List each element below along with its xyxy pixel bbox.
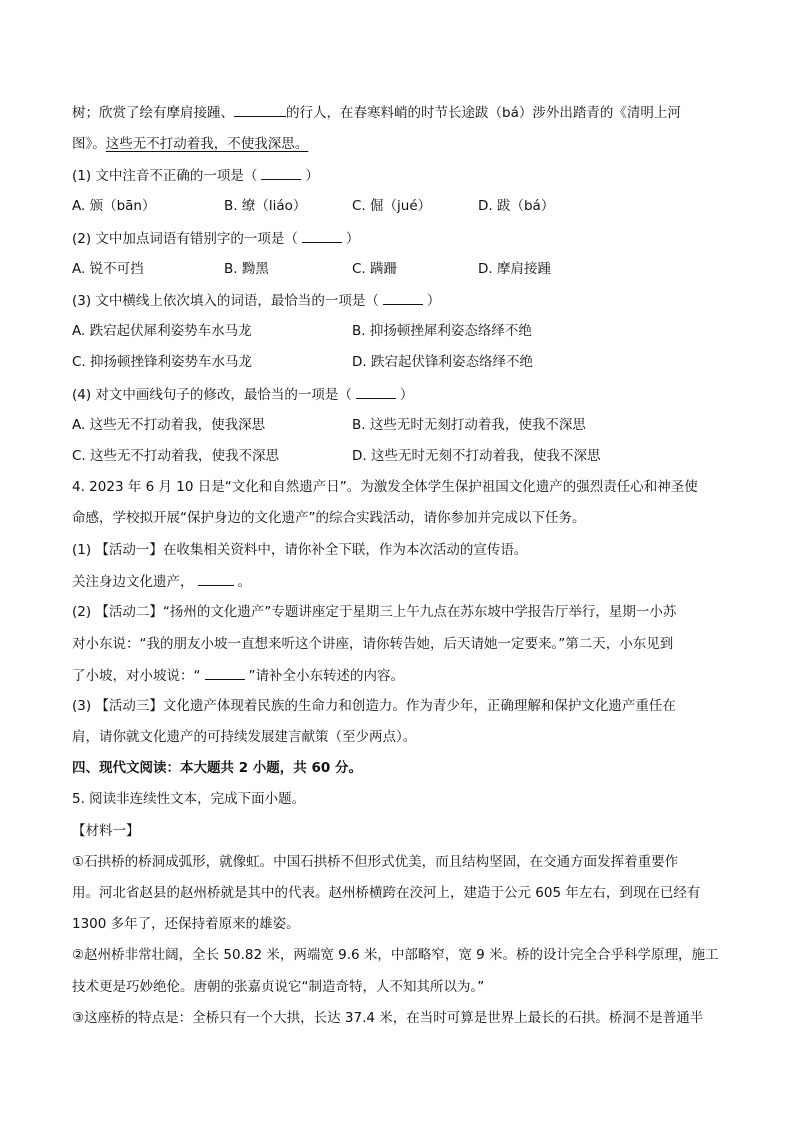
- option-d: D. 跌宕起伏锋利姿态络绎不绝: [352, 354, 533, 370]
- question-1-options: [72, 196, 734, 216]
- option-d: D. 这些无时无刻不打动着我，使我不深思: [352, 448, 601, 464]
- option-a: A. 锐不可挡: [72, 261, 144, 277]
- answer-blank: [261, 165, 301, 180]
- material-paragraph-1-line-1: ①石拱桥的桥洞成弧形，就像虹。中国石拱桥不但形式优美，而且结构坚固，在交通方面发挥着重要作: [72, 854, 679, 870]
- question-3-stem: (3) 文中横线上依次填入的词语，最恰当的一项是（ ）: [72, 290, 734, 311]
- answer-blank: [302, 228, 342, 243]
- option-b: B. 黝黑: [224, 261, 269, 277]
- option-c: C. 抑扬顿挫锋利姿势车水马龙: [72, 354, 253, 370]
- question-3-options-row-2: [72, 352, 734, 372]
- option-d: D. 跋（bá）: [478, 198, 555, 214]
- question-2-options: [72, 259, 734, 279]
- answer-blank: [198, 571, 234, 586]
- material-paragraph-1-line-3: 1300 多年了，还保持着原来的雄姿。: [72, 916, 300, 932]
- material-paragraph-2-line-1: ②赵州桥非常壮阔，全长 50.82 米，两端宽 9.6 米，中部略窄，宽 9 米。桥的设计完全合乎科学原理，施工: [72, 947, 719, 963]
- activity-3-line-1: (3) 【活动三】文化遗产体现着民族的生命力和创造力。作为青少年，正确理解和保护文化遗产重任在: [72, 698, 676, 714]
- question-4-stem: (4) 对文中画线句子的修改，最恰当的一项是（ ）: [72, 384, 734, 405]
- option-c: C. 这些无不打动着我，使我不深思: [72, 448, 280, 464]
- question-2-stem: (2) 文中加点词语有错别字的一项是（ ）: [72, 228, 734, 249]
- option-d: D. 摩肩接踵: [478, 261, 551, 277]
- question-3-options-row-1: [72, 321, 734, 341]
- material-paragraph-2-line-2: 技术更是巧妙绝伦。唐朝的张嘉贞说它“制造奇特，人不知其所以为。”: [72, 979, 485, 995]
- activity-3-line-2: 肩，请你就文化遗产的可持续发展建言献策（至少两点）。: [72, 729, 417, 745]
- answer-blank: [383, 290, 423, 305]
- material-paragraph-3-line-1: ③这座桥的特点是：全桥只有一个大拱，长达 37.4 米，在当时可算是世界上最长的石拱。桥洞不是普通半: [72, 1010, 704, 1026]
- question-4-options-row-1: [72, 415, 734, 435]
- answer-blank: [205, 665, 245, 680]
- question-4-intro-line-1: 4. 2023 年 6 月 10 日是“文化和自然遗产日”。为激发全体学生保护祖国文化遗产的强烈责任心和神圣使: [72, 479, 698, 495]
- option-a: A. 颁（bān）: [72, 198, 156, 214]
- option-a: A. 这些无不打动着我，使我深思: [72, 417, 266, 433]
- material-1-heading: 【材料一】: [72, 823, 140, 839]
- option-b: B. 抑扬顿挫犀利姿态络绎不绝: [352, 323, 532, 339]
- activity-1-prompt: (1) 【活动一】在收集相关资料中，请你补全下联，作为本次活动的宣传语。: [72, 542, 528, 558]
- option-c: C. 倔（jué）: [352, 198, 432, 214]
- option-b: B. 这些无时无刻打动着我，使我不深思: [352, 417, 586, 433]
- activity-1-couplet: 关注身边文化遗产， 。: [72, 571, 734, 592]
- question-4-options-row-2: [72, 446, 734, 466]
- passage-line-1: 树；欣赏了绘有摩肩接踵、 的行人，在春寒料峭的时节长途跋（bá）涉外出踏青的《清明上河: [72, 102, 734, 123]
- question-5-intro: 5. 阅读非连续性文本，完成下面小题。: [72, 791, 306, 807]
- answer-blank: [356, 384, 396, 399]
- option-c: C. 蹒跚: [352, 261, 398, 277]
- activity-2-line-1: (2) 【活动二】“扬州的文化遗产”专题讲座定于星期三上午九点在苏东坡中学报告厅举行，星期一小苏: [72, 604, 677, 620]
- question-1-stem: (1) 文中注音不正确的一项是（ ）: [72, 165, 734, 186]
- activity-2-line-2: 对小东说：“我的朋友小坡一直想来听这个讲座，请你转告她，后天请她一定要来。”第二天，小东见到: [72, 636, 674, 652]
- option-a: A. 跌宕起伏犀利姿势车水马龙: [72, 323, 252, 339]
- fill-blank: [234, 102, 286, 117]
- underlined-sentence: 这些无不打动着我，不使我深思。: [105, 136, 309, 152]
- section-heading: 四、现代文阅读：本大题共 2 小题，共 60 分。: [72, 760, 362, 776]
- question-4-intro-line-2: 命感，学校拟开展“保护身边的文化遗产”的综合实践活动，请你参加并完成以下任务。: [72, 510, 586, 526]
- passage-line-2: 图》。这些无不打动着我，不使我深思。: [72, 136, 309, 152]
- material-paragraph-1-line-2: 用。河北省赵县的赵州桥就是其中的代表。赵州桥横跨在洨河上，建造于公元 605 年左右，到现在已经有: [72, 885, 701, 901]
- option-b: B. 缭（liáo）: [224, 198, 307, 214]
- activity-2-line-3: 了小坡，对小坡说：“ ”请补全小东转述的内容。: [72, 665, 734, 686]
